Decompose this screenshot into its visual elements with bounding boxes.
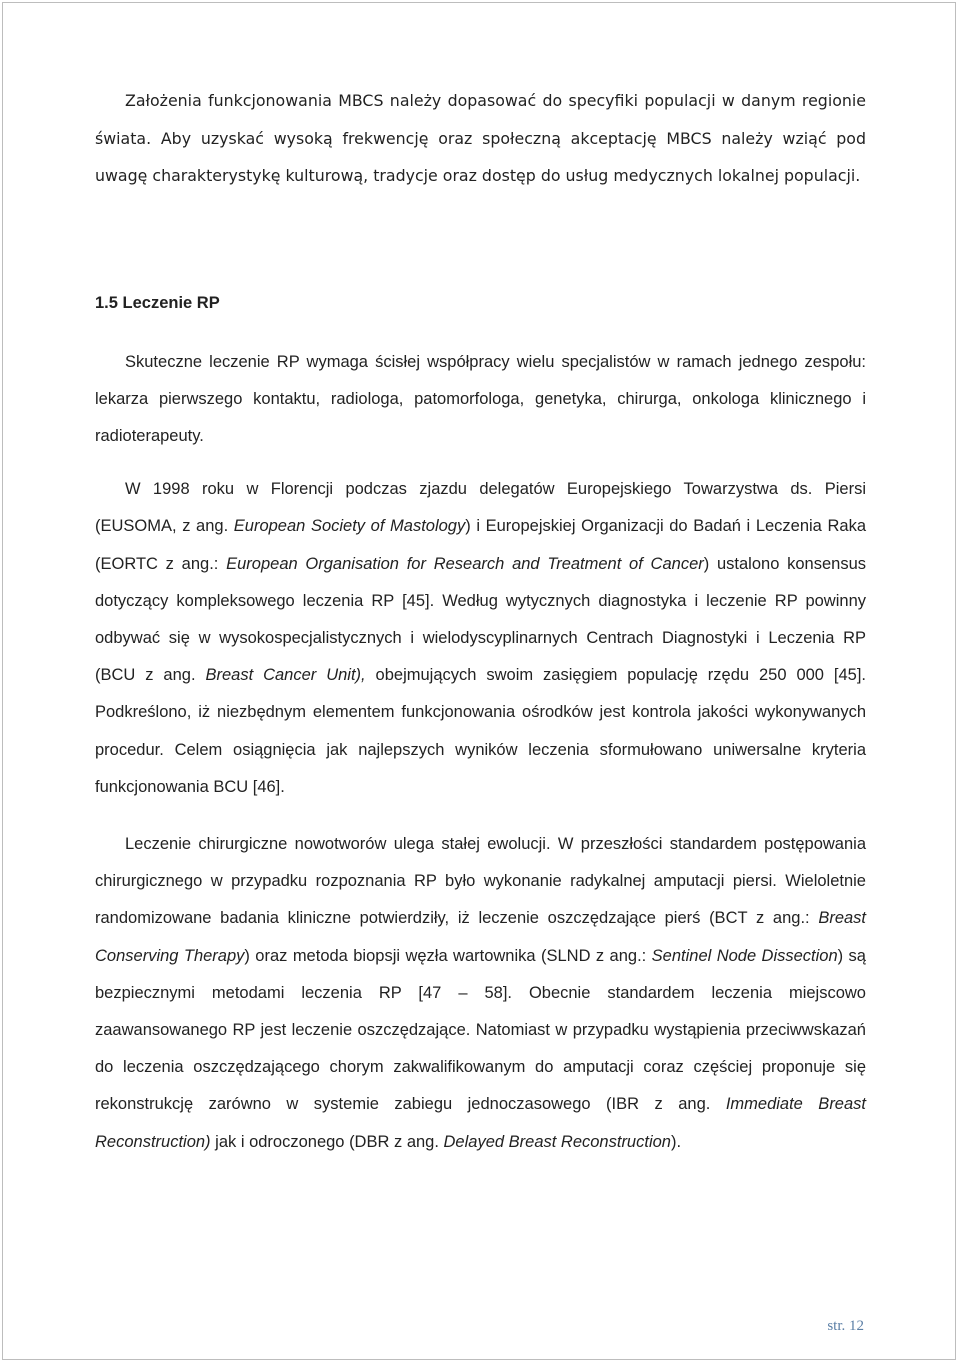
- paragraph-treatment-team: [95, 344, 866, 456]
- document-body: [95, 82, 866, 1161]
- italic-term: Breast Conserving Therapy: [95, 909, 866, 965]
- text-run: jak i odroczonego (DBR z ang.: [210, 1132, 444, 1151]
- intro-text: Założenia funkcjonowania MBCS należy dopasować do specyfiki populacji w danym regionie świata. Aby uzyskać wysoką frekwencję oraz społeczną akceptację MBCS należy wziąć pod uwagę charakterystykę kulturową, tradycje oraz dostęp do usług medycznych lokalnej populacji.: [95, 91, 866, 185]
- italic-term: Immediate Breast Reconstruction): [95, 1095, 866, 1151]
- italic-term: European Society of Mastology: [233, 517, 466, 536]
- text-run: ).: [670, 1132, 682, 1151]
- paragraph-surgical-treatment: [95, 826, 866, 1161]
- text-run: Leczenie chirurgiczne nowotworów ulega stałej ewolucji. W przeszłości standardem postępowania chirurgicznego w przypadku rozpoznania RP było wykonanie radykalnej amputacji piersi. Wieloletnie randomizowane badania kliniczne potwierdziły, iż leczenie oszczędzające pierś (BCT z ang.:: [95, 834, 866, 928]
- page-number: str. 12: [827, 1318, 864, 1334]
- italic-term: Breast Cancer Unit),: [205, 666, 366, 685]
- text-run: ) są bezpiecznymi metodami leczenia RP [47 – 58]. Obecnie standardem leczenia miejscowo zaawansowanego RP jest leczenie oszczędzające. Natomiast w przypadku wystąpienia przeciwwskazań do leczenia oszczędzającego chorym zakwalifikowanym do amputacji coraz częściej proponuje się rekonstrukcję zarówno w systemie zabiegu jednoczasowego (IBR z ang.: [95, 946, 866, 1114]
- intro-paragraph: [95, 82, 866, 195]
- text-run: W 1998 roku w Florencji podczas zjazdu delegatów Europejskiego Towarzystwa ds. Piersi (EUSOMA, z ang.: [95, 480, 866, 536]
- text-run: Skuteczne leczenie RP wymaga ścisłej współpracy wielu specjalistów w ramach jednego zespołu: lekarza pierwszego kontaktu, radiologa, patomorfologa, genetyka, chirurga, onkologa klinicznego i radioterapeuty.: [95, 352, 866, 445]
- italic-term: Delayed Breast Reconstruction: [443, 1132, 671, 1151]
- text-run: ) i Europejskiej Organizacji do Badań i Leczenia Raka (EORTC z ang.:: [95, 517, 866, 573]
- italic-term: European Organisation for Research and Treatment of Cancer: [226, 554, 704, 573]
- paragraph-consensus: [95, 471, 866, 806]
- text-run: obejmujących swoim zasięgiem populację rzędu 250 000 [45]. Podkreślono, iż niezbędnym elementem funkcjonowania ośrodków jest kontrola jakości wykonywanych procedur. Celem osiągnięcia jak najlepszych wyników leczenia sformułowano uniwersalne kryteria funkcjonowania BCU [46].: [95, 666, 867, 796]
- text-run: ) ustalono konsensus dotyczący kompleksowego leczenia RP [45]. Według wytycznych diagnostyka i leczenie RP powinny odbywać się w wysokospecjalistycznych i wielodyscyplinarnych Centrach Diagnostyki i Leczenia RP (BCU z ang.: [95, 554, 866, 685]
- italic-term: Sentinel Node Dissection: [651, 946, 838, 965]
- text-run: ) oraz metoda biopsji węzła wartownika (SLND z ang.:: [244, 946, 652, 965]
- section-heading: 1.5 Leczenie RP: [95, 293, 220, 312]
